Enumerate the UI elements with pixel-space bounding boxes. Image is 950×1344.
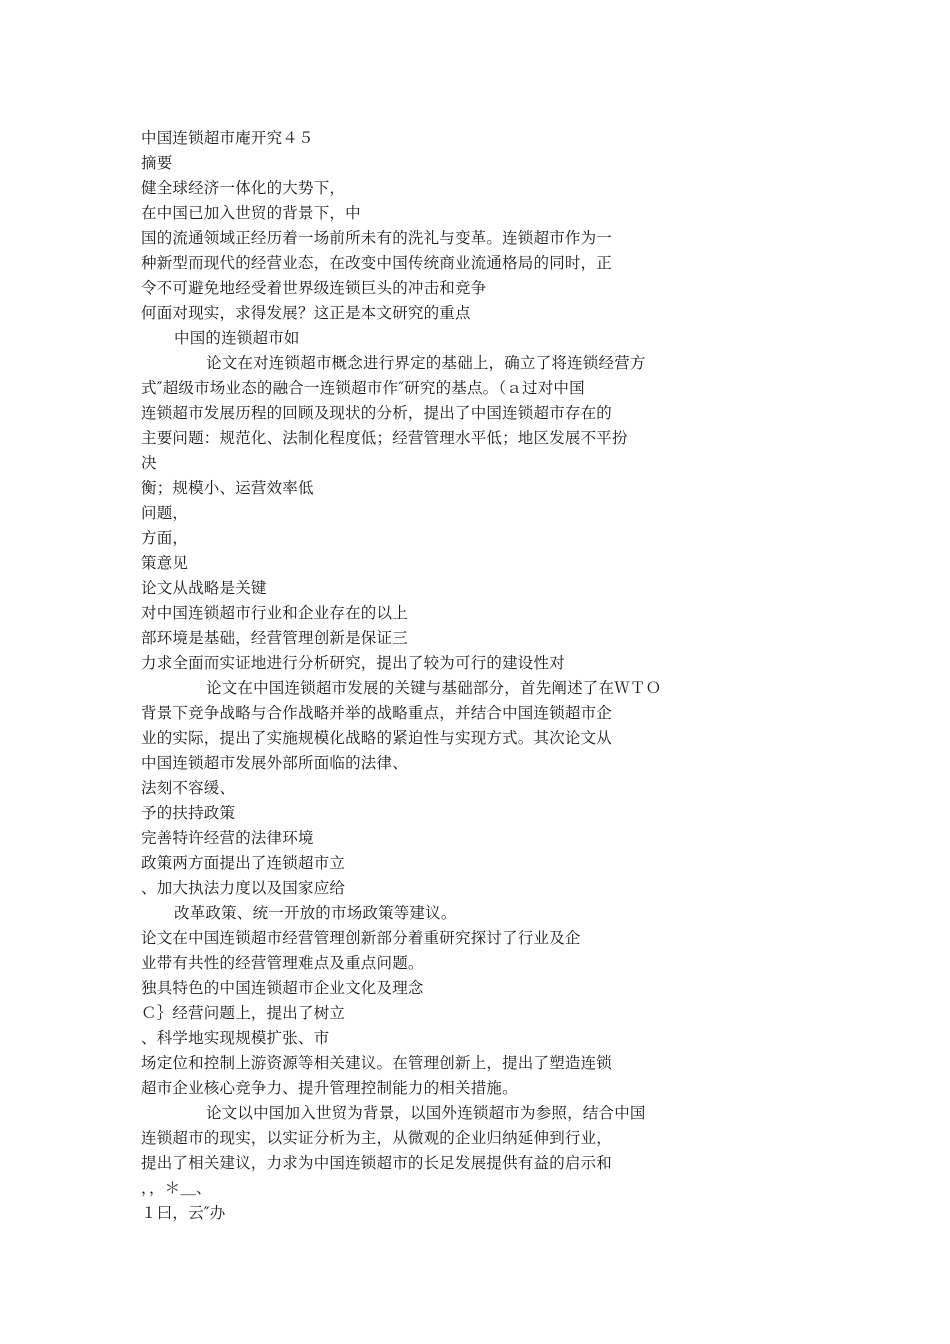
text-line: 决 [141, 454, 157, 472]
text-line: 政策两方面提出了连锁超市立 [141, 854, 346, 872]
text-line: １曰，云″办 [141, 1204, 226, 1222]
text-line: 问题， [141, 504, 189, 522]
text-line: 论文在中国连锁超市经营管理创新部分着重研究探讨了行业及企 [141, 929, 581, 947]
text-line: 何面对现实，求得发展？这正是本文研究的重点 [141, 304, 471, 322]
text-line: 主要问题：规范化、法制化程度低；经营管理水平低；地区发展不平扮 [141, 429, 628, 447]
document-title: 中国连锁超市庵开究４５ [141, 129, 314, 147]
text-line: 完善特许经营的法律环境 [141, 829, 314, 847]
text-line: 超市企业核心竞争力、提升管理控制能力的相关措施。 [141, 1079, 518, 1097]
text-line: 业带有共性的经营管理难点及重点问题。 [141, 954, 424, 972]
paragraph-start: 论文在中国连锁超市发展的关键与基础部分，首先阐述了在ＷＴＯ [206, 679, 662, 697]
text-line: 衡；规模小、运营效率低 [141, 479, 314, 497]
text-line: 论文从战略是关键 [141, 579, 267, 597]
text-line: 令不可避免地经受着世界级连锁巨头的冲击和竞争 [141, 279, 487, 297]
text-line: 方面， [141, 529, 189, 547]
paragraph-start: 论文以中国加入世贸为背景，以国外连锁超市为参照，结合中国 [206, 1104, 646, 1122]
text-line: 、科学地实现规模扩张、市 [141, 1029, 330, 1047]
text-line: Ｃ｝经营问题上，提出了树立 [141, 1004, 346, 1022]
text-line: 提出了相关建议，力求为中国连锁超市的长足发展提供有益的启示和 [141, 1154, 613, 1172]
text-line: 独具特色的中国连锁超市企业文化及理念 [141, 979, 424, 997]
text-line: 法刻不容缓、 [141, 779, 236, 797]
text-line: 予的扶持政策 [141, 804, 236, 822]
text-line: 国的流通领域正经历着一场前所未有的洗礼与变革。连锁超市作为一 [141, 229, 613, 247]
text-line: ，，＊＿、 [141, 1179, 212, 1197]
text-line: 、加大执法力度以及国家应给 [141, 879, 346, 897]
text-line: 种新型而现代的经营业态，在改变中国传统商业流通格局的同时，正 [141, 254, 613, 272]
text-line: 中国的连锁超市如 [174, 329, 300, 347]
text-line: 对中国连锁超市行业和企业存在的以上 [141, 604, 408, 622]
text-line: 业的实际，提出了实施规模化战略的紧迫性与实现方式。其次论文从 [141, 729, 613, 747]
text-line: 背景下竞争战略与合作战略并举的战略重点，并结合中国连锁超市企 [141, 704, 613, 722]
text-line: 中国连锁超市发展外部所面临的法律、 [141, 754, 408, 772]
text-line: 改革政策、统一开放的市场政策等建议。 [174, 904, 457, 922]
text-line: 连锁超市的现实，以实证分析为主，从微观的企业归纳延伸到行业， [141, 1129, 613, 1147]
text-line: 力求全面而实证地进行分析研究，提出了较为可行的建设性对 [141, 654, 565, 672]
text-line: 连锁超市发展历程的回顾及现状的分析，提出了中国连锁超市存在的 [141, 404, 613, 422]
text-line: 策意见 [141, 554, 189, 572]
text-line: 在中国已加入世贸的背景下，中 [141, 204, 361, 222]
paragraph-start: 论文在对连锁超市概念进行界定的基础上，确立了将连锁经营方 [206, 354, 646, 372]
abstract-heading: 摘要 [141, 154, 173, 172]
text-line: 健全球经济一体化的大势下， [141, 179, 346, 197]
text-line: 场定位和控制上游资源等相关建议。在管理创新上，提出了塑造连锁 [141, 1054, 613, 1072]
text-line: 式″超级市场业态的融合一连锁超市作″研究的基点。（ａ过对中国 [141, 379, 585, 397]
text-line: 部环境是基础，经营管理创新是保证三 [141, 629, 408, 647]
